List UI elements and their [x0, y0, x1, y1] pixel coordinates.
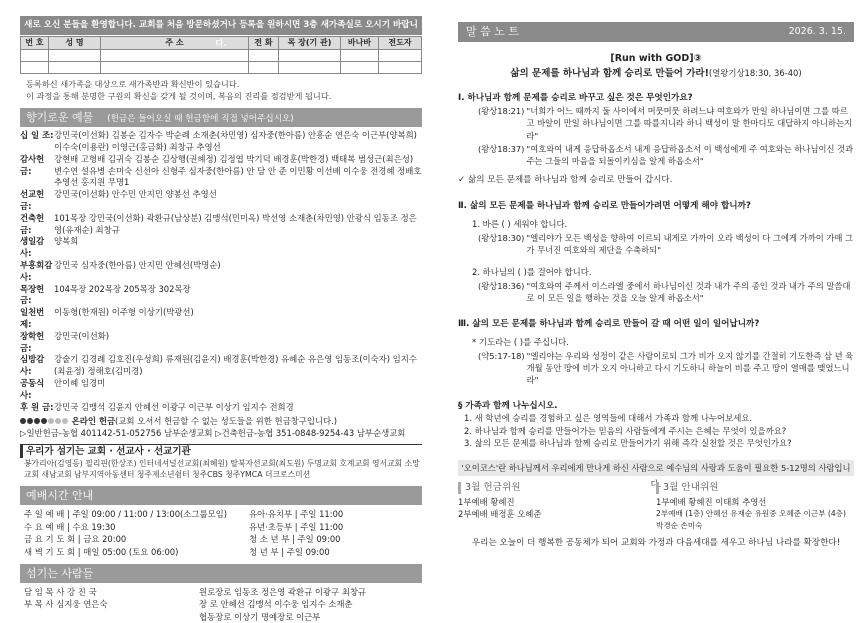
bulletin-right-page — [458, 0, 854, 608]
worship-section-title: 예배시간 안내 — [20, 486, 422, 505]
offering-row — [20, 331, 422, 355]
apply-title: § 가족과 함께 나누십시오. — [458, 401, 558, 412]
oikos-notice: '오이코스'란 하나님께서 우리에게 만나게 하신 사람으로 예수님의 사랑과 도움이 필요한 5-12명의 사람입니다. — [458, 460, 854, 476]
fill-in-blank[interactable]: * 기도라는 ( )를 주십니다. — [472, 337, 569, 348]
reg-header-group: 목 장(기 관) — [279, 37, 341, 50]
offering-committee — [458, 482, 656, 532]
offering-category: 생일감사: — [20, 236, 45, 259]
offering-names: 양복희 — [54, 236, 79, 247]
scripture-text: "여호와여 주께서 이스라엘 중에서 하나님이신 것과 내가 주의 종인 것과 내가 주의 말씀대로 이 모든 일을 행하는 것을 오늘 알게 하옵소서" — [526, 280, 851, 303]
staff-item: 담 임 목 사 강 진 국 — [24, 586, 97, 597]
offering-title: 향기로운 예물 — [26, 111, 94, 125]
worship-item: 청 년 부 | 주일 09:00 — [249, 546, 330, 557]
apply-item: 1. 새 학년에 승리를 경험하고 싶은 영역들에 대해서 가족과 함께 나누어보세요. — [464, 413, 753, 424]
offering-row — [20, 284, 422, 308]
offering-row — [20, 154, 422, 189]
worship-item: 유아·유치부 | 주일 11:00 — [249, 509, 344, 520]
offering-category: 일천번제: — [20, 307, 45, 329]
reg-blank-row[interactable] — [21, 62, 422, 74]
worship-item: 주 일 예 배 | 주일 09:00 / 11:00 / 13:00(소그룹모임) — [24, 509, 228, 520]
offering-row — [20, 189, 422, 213]
offering-names: 강민국 심자중(한아름) 안지민 안혜선(박명순) — [54, 259, 221, 270]
scripture-ref: (왕상18:36) — [478, 280, 525, 291]
offering-row — [20, 236, 422, 260]
bulletin-left-page — [20, 0, 422, 622]
scripture-row — [458, 280, 854, 305]
committee-line: 1부예배 황혜진 — [458, 496, 515, 507]
usher-committee-title: 3월 안내위원 — [656, 482, 854, 494]
offering-names: 101목장 강민국(이선화) 곽환규(남상분) 김맹석(민미옥) 박선영 소재춘(차민영) 안광식 임동조 정은영(유재순) 최창규 — [54, 212, 417, 235]
scripture-row — [458, 350, 854, 387]
sermon-title-text: 삶의 문제를 하나님과 함께 승리로 만들어 가라! — [510, 68, 709, 79]
question-2: Ⅱ. 삶의 모든 문제를 하나님과 함께 승리로 만들어가려면 어떻게 해야 합니까? — [458, 201, 751, 212]
question-3: Ⅲ. 삶의 모든 문제를 하나님과 함께 승리로 만들어 갈 때 어떤 일이 일어납니까? — [458, 319, 760, 330]
scripture-row — [458, 143, 854, 168]
offering-names: 강술기 김경례 김호진(우성희) 류재원(김윤지) 배경훈(박한경) 유혜순 유은영 임동조(이숙자) 임지수(최윤정) 정해호(김미경) — [54, 354, 417, 377]
offering-section-title — [20, 108, 422, 127]
welcome-banner: 새로 오신 분들을 환영합니다. 교회를 처음 방문하셨거나 등록을 원하시면 3층 새가족실로 오시기 바랍니다. — [20, 16, 422, 35]
offering-row — [20, 213, 422, 237]
people-section-title: 섬기는 사람들 — [20, 564, 422, 583]
mission-list: 봉가리아(김영동) 필리핀(한상조) 인터네셔널선교회(최혜원) 탈북자선교회(최도원) 두명교회 호계교회 영서교회 소망교회 새남교회 남부지역아동센터 청주제소년쉼터 청주CBS 청주YMCA 더크로스미션 — [24, 459, 420, 480]
check-statement: ✓ 삶의 모든 문제를 하나님과 함께 승리로 만들어 갑시다. — [458, 175, 673, 186]
worship-item: 수 요 예 배 | 수요 19:30 — [24, 521, 116, 532]
sermon-date: 2026. 3. 15. — [788, 26, 846, 37]
church-slogan: 우리는 오늘이 더 행복한 공동체가 되어 교회와 가정과 다음세대를 세우고 하나님 나라를 확장한다! — [471, 537, 841, 548]
online-offering-label: 온라인 헌금 — [71, 416, 116, 427]
worship-item: 청 소 년 부 | 주일 09:00 — [249, 534, 341, 545]
reg-header-address: 주 소 — [101, 37, 249, 50]
offering-row — [20, 402, 422, 414]
sermon-title — [458, 66, 854, 81]
online-offering — [20, 416, 422, 439]
offering-category: 공동식사: — [20, 377, 45, 400]
offering-names: 강민국(이선화) 안수민 안지민 양봉선 추영선 — [54, 189, 217, 200]
offering-names: 강민국(이선화) 김봉순 김자수 박순례 소재춘(차민영) 심자중(한아름) 안흥순 연은숙 이근부(양복희) 이수숙(이용란) 이영근(홍금화) 최창규 추영선 — [54, 130, 417, 152]
offering-list — [20, 130, 422, 413]
fill-in-blank[interactable]: 1. 바른 ( ) 세워야 합니다. — [472, 219, 568, 230]
scripture-row — [458, 105, 854, 142]
offering-category: 심방감사: — [20, 354, 45, 377]
offering-category: 후 원 금: — [20, 401, 54, 412]
scripture-ref: (약5:17-18) — [478, 350, 525, 361]
reg-header-number: 번 호 — [21, 37, 49, 50]
committee-line: 2부예배 (1층) 안혜선 유재순 유원중 오혜준 이근부 (4층) 박경순 손미숙 — [656, 508, 846, 530]
offering-names: 안이혜 임경미 — [54, 377, 106, 388]
scripture-ref: (왕상18:30) — [478, 232, 525, 243]
offering-row — [20, 354, 422, 378]
scripture-ref: (왕상18:37) — [478, 143, 525, 154]
offering-names: 강현배 고형배 김귀숙 김봉순 김상행(권혜정) 김정엽 박기덕 배경훈(박한경) 백태복 범성근(최은성) 변수연 설유병 손미숙 신선아 신형주 심자중(한아름) 안 담 안 준 이민황 이선배 이수웅 전경혜 정배호 추영선 홍지원 무명1 — [54, 153, 422, 188]
scripture-text: "엘리야는 우리와 성정이 같은 사람이로되 그가 비가 오지 않기를 간절히 기도한즉 삼 년 육 개월 동안 땅에 비가 오지 아니하고 다시 기도하니 하늘이 비를 주고 땅이 열매를 맺었느니라" — [526, 350, 854, 386]
offering-category: 장학헌금: — [20, 330, 45, 353]
committee-line: 2부예배 배정훈 오혜준 — [458, 508, 542, 519]
apply-item: 2. 하나님과 함께 승리를 만들어가는 믿음의 사람들에게 주시는 은혜는 무엇이 있을까요? — [464, 425, 787, 436]
fill-in-blank[interactable]: 2. 하나님의 ( )를 걸어야 합니다. — [472, 267, 592, 278]
reg-header-evangelist: 전도자 — [379, 37, 422, 50]
note-line: 등록하신 새가족을 대상으로 새가족반과 확신반이 있습니다. — [26, 79, 240, 90]
offering-names: 강민국 김맹석 김윤지 안혜선 이광구 이근부 이상기 임지수 전희경 — [54, 401, 294, 412]
staff-item — [24, 611, 199, 623]
staff-list — [20, 586, 422, 623]
mission-title: 우리가 섬기는 교회 · 선교사 · 선교기관 — [20, 444, 422, 458]
offering-category: 목장헌금: — [20, 283, 45, 306]
scripture-text: "여호와여 내게 응답하옵소서 내게 응답하옵소서 이 백성에게 주 여호와는 하나님이신 것과 주는 그들의 마음을 되돌이키심을 알게 하옵소서" — [526, 143, 854, 167]
usher-committee — [656, 482, 854, 532]
registration-notes — [26, 79, 422, 102]
staff-item: 협동장로 이상기 명예장로 이근부 — [199, 611, 321, 622]
offering-row — [20, 260, 422, 284]
offering-category: 건축헌금: — [20, 212, 45, 235]
scripture-text: "엘리야가 모든 백성을 향하여 이르되 내게로 가까이 오라 백성이 다 그에게 가까이 가매 그가 무너진 여호와의 제단을 수축하되" — [526, 232, 854, 256]
reg-header-phone: 전 화 — [249, 37, 279, 50]
worship-schedule — [20, 508, 422, 558]
scripture-row — [458, 232, 854, 257]
note-line: 이 과정을 통해 분명한 구원의 확신을 갖게 될 것이며, 복음의 진리를 점검받게 됩니다. — [26, 90, 332, 101]
reg-header-barnabas: 바나바 — [341, 37, 379, 50]
dots-icon — [20, 416, 69, 426]
scripture-text: "너희가 어느 때까지 둘 사이에서 머뭇머뭇 하려느냐 여호와가 만일 하나님이면 그를 따르고 바알이 만일 하나님이면 그를 따를지니라 하니 백성이 말 한마디도 대답하지 아니하는지라" — [526, 106, 852, 141]
question-1: Ⅰ. 하나님과 함께 문제를 승리로 바꾸고 싶은 것은 무엇인가요? — [458, 93, 693, 103]
offering-row — [20, 130, 422, 154]
reg-header-name: 성 명 — [49, 37, 101, 50]
worship-item: 금 요 기 도 회 | 금요 20:00 — [24, 534, 127, 545]
apply-list — [458, 412, 854, 449]
staff-item: 부 목 사 심지웅 연은숙 — [24, 599, 108, 610]
online-offering-desc: (교회 오셔서 헌금할 수 없는 성도들을 위한 헌금창구입니다.) — [115, 416, 338, 427]
offering-category: 십 일 조: — [20, 130, 54, 141]
sermon-scripture: (열왕기상18:30, 36-40) — [708, 68, 802, 78]
committee-line: 1부예배 황혜진 이태희 추영선 — [656, 496, 767, 507]
offering-category: 감사헌금: — [20, 153, 45, 176]
offering-committee-title: 3월 헌금위원 — [458, 482, 656, 494]
offering-category: 부흥회감사: — [20, 259, 53, 282]
offering-row — [20, 378, 422, 402]
staff-item: 원로장로 임동조 정은영 곽환규 이광구 최창규 — [199, 586, 367, 597]
apply-item: 3. 삶의 모든 문제를 하나님과 함께 승리로 만들어가기 위해 즉각 실천할 것은 무엇인가요? — [464, 438, 792, 449]
sermon-series: [Run with GOD]③ — [610, 53, 702, 64]
offering-subtitle: (헌금은 들어오실 때 헌금함에 직접 넣어주십시오) — [107, 114, 294, 125]
volunteer-panel — [458, 482, 854, 532]
scripture-ref: (왕상18:21) — [478, 106, 525, 116]
offering-names: 이동형(한재원) 이주형 이상기(박광선) — [54, 307, 194, 318]
worship-item: 유년·초등부 | 주일 11:00 — [249, 521, 344, 532]
offering-row — [20, 307, 422, 331]
bank-accounts: ▷일반헌금-농협 401142-51-052756 남부순생교회 ▷건축헌금-농협 351-0848-9254-43 남부순생교회 — [20, 427, 406, 438]
sermon-note-title: 말 씀 노 트 — [466, 25, 519, 38]
sermon-note-header — [458, 22, 854, 42]
offering-names: 104목장 202목장 205목장 302목장 — [54, 283, 191, 294]
worship-item: 새 벽 기 도 회 | 매일 05:00 (토요 06:00) — [24, 546, 179, 557]
offering-names: 강민국(이선화) — [54, 330, 110, 341]
offering-category: 선교헌금: — [20, 189, 45, 211]
staff-item: 장 로 안혜선 김맹석 이수웅 임지수 소재춘 — [199, 599, 353, 610]
